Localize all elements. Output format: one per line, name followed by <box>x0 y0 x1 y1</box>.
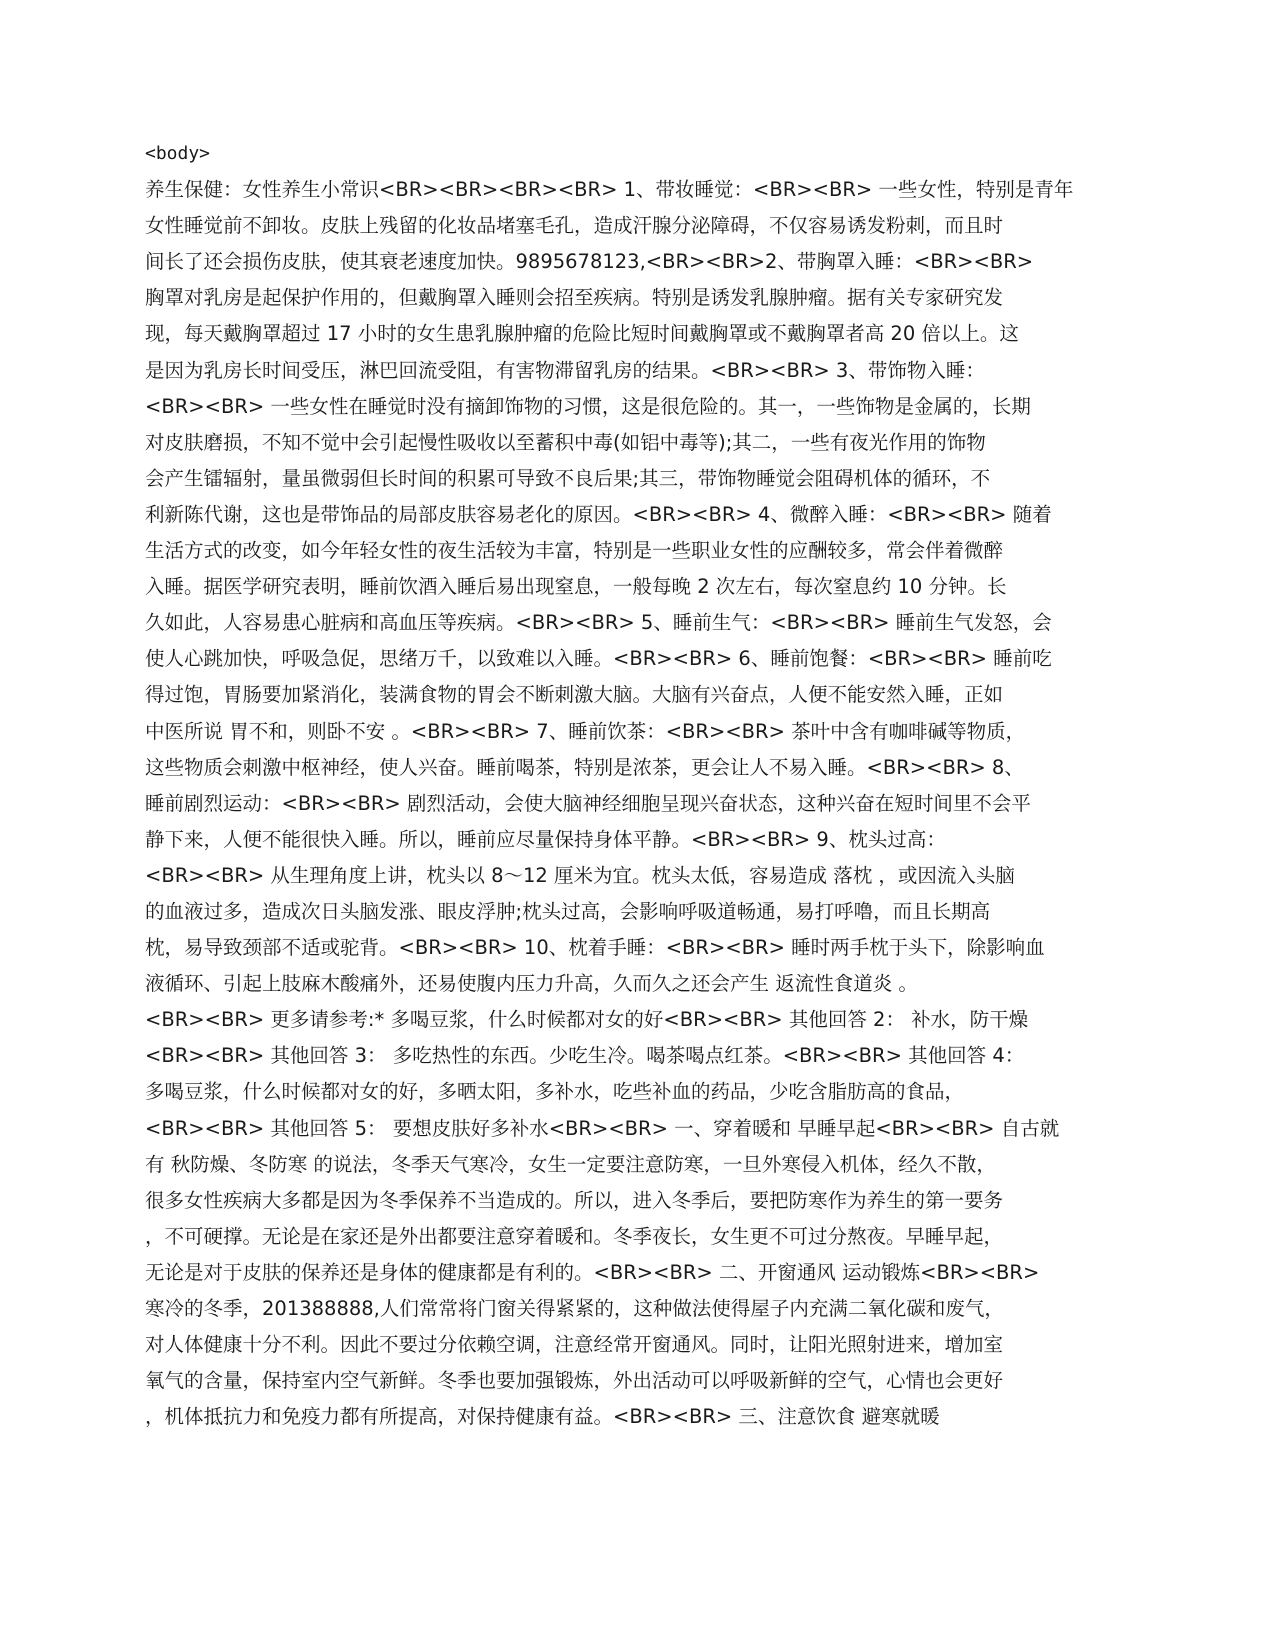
text-line: 间长了还会损伤皮肤，使其衰老速度加快。9895678123,<BR><BR>2、带胸罩入睡：<BR><BR> <box>145 250 1034 274</box>
text-line: 胸罩对乳房是起保护作用的，但戴胸罩入睡则会招至疾病。特别是诱发乳腺肿瘤。据有关专家研究发 <box>145 286 1004 310</box>
text-line: 得过饱，胃肠要加紧消化，装满食物的胃会不断刺激大脑。大脑有兴奋点，人便不能安然入睡，正如 <box>145 683 1004 707</box>
text-line: 现，每天戴胸罩超过 17 小时的女生患乳腺肿瘤的危险比短时间戴胸罩或不戴胸罩者高 20 倍以上。这 <box>145 322 1019 346</box>
text-line: 这些物质会刺激中枢神经，使人兴奋。睡前喝茶，特别是浓茶，更会让人不易入睡。<BR><BR> 8、 <box>145 755 1024 779</box>
text-line: 液循环、引起上肢麻木酸痛外，还易使腹内压力升高，久而久之还会产生 返流性食道炎 。 <box>145 972 918 996</box>
text-line: 有 秋防燥、冬防寒 的说法，冬季天气寒冷，女生一定要注意防寒，一旦外寒侵入机体，经久不散， <box>145 1152 996 1176</box>
text-line: <BR><BR> 一些女性在睡觉时没有摘卸饰物的习惯，这是很危险的。其一，一些饰物是金属的，长期 <box>145 394 1031 418</box>
text-line: 是因为乳房长时间受压，淋巴回流受阻，有害物滞留乳房的结果。<BR><BR> 3、带饰物入睡： <box>145 358 985 382</box>
text-line: 养生保健：女性养生小常识<BR><BR><BR><BR> 1、带妆睡觉：<BR><BR> 一些女性，特别是青年 <box>145 178 1074 202</box>
text-line: 生活方式的改变，如今年轻女性的夜生活较为丰富，特别是一些职业女性的应酬较多，常会伴着微醉 <box>145 539 1004 563</box>
text-line <box>145 1435 1085 1471</box>
text-line: <BR><BR> 其他回答 5： 要想皮肤好多补水<BR><BR> 一、穿着暖和 早睡早起<BR><BR> 自古就 <box>145 1116 1060 1140</box>
text-line: 会产生镭辐射，量虽微弱但长时间的积累可导致不良后果;其三，带饰物睡觉会阻碍机体的循环，不 <box>145 466 991 490</box>
text-line: ，不可硬撑。无论是在家还是外出都要注意穿着暖和。冬季夜长，女生更不可过分熬夜。早睡早起， <box>145 1224 1004 1248</box>
text-line: <BR><BR> 从生理角度上讲，枕头以 8～12 厘米为宜。枕头太低，容易造成 落枕 ，或因流入头脑 <box>145 863 1015 887</box>
text-line: 女性睡觉前不卸妆。皮肤上残留的化妆品堵塞毛孔，造成汗腺分泌障碍，不仅容易诱发粉刺，而且时 <box>145 214 1004 238</box>
text-line: 入睡。据医学研究表明，睡前饮酒入睡后易出现窒息，一般每晚 2 次左右，每次窒息约 10 分钟。长 <box>145 575 1007 599</box>
text-line: 利新陈代谢，这也是带饰品的局部皮肤容易老化的原因。<BR><BR> 4、微醉入睡：<BR><BR> 随着 <box>145 502 1052 526</box>
text-line: 对人体健康十分不利。因此不要过分依赖空调，注意经常开窗通风。同时，让阳光照射进来，增加室 <box>145 1333 1004 1357</box>
text-line: 枕，易导致颈部不适或驼背。<BR><BR> 10、枕着手睡：<BR><BR> 睡时两手枕于头下，除影响血 <box>145 936 1045 960</box>
text-line: 多喝豆浆，什么时候都对女的好，多晒太阳，多补水，吃些补血的药品，少吃含脂肪高的食品， <box>145 1080 965 1104</box>
text-line: ，机体抵抗力和免疫力都有所提高，对保持健康有益。<BR><BR> 三、注意饮食 避寒就暖 <box>145 1405 940 1429</box>
text-line: <BR><BR> 其他回答 3： 多吃热性的东西。少吃生冷。喝茶喝点红茶。<BR><BR> 其他回答 4： <box>145 1044 1025 1068</box>
body-tag-line: <body> <box>145 143 211 164</box>
document-body <box>145 136 1085 1471</box>
text-line: 久如此，人容易患心脏病和高血压等疾病。<BR><BR> 5、睡前生气：<BR><BR> 睡前生气发怒，会 <box>145 611 1052 635</box>
text-line: 静下来，人便不能很快入睡。所以，睡前应尽量保持身体平静。<BR><BR> 9、枕头过高： <box>145 827 946 851</box>
text-line: 对皮肤磨损，不知不觉中会引起慢性吸收以至蓄积中毒(如铝中毒等);其二，一些有夜光作用的饰物 <box>145 430 986 454</box>
text-line: 使人心跳加快，呼吸急促，思绪万千，以致难以入睡。<BR><BR> 6、睡前饱餐：<BR><BR> 睡前吃 <box>145 647 1052 671</box>
text-line: 无论是对于皮肤的保养还是身体的健康都是有利的。<BR><BR> 二、开窗通风 运动锻炼<BR><BR> <box>145 1260 1040 1284</box>
text-line: 睡前剧烈运动：<BR><BR> 剧烈活动，会使大脑神经细胞呈现兴奋状态，这种兴奋在短时间里不会平 <box>145 791 1031 815</box>
text-line: 的血液过多，造成次日头脑发涨、眼皮浮肿;枕头过高，会影响呼吸道畅通，易打呼噜，而且长期高 <box>145 899 991 923</box>
text-line: 中医所说 胃不和，则卧不安 。<BR><BR> 7、睡前饮茶：<BR><BR> 茶叶中含有咖啡碱等物质， <box>145 719 1026 743</box>
text-line: <BR><BR> 更多请参考:* 多喝豆浆，什么时候都对女的好<BR><BR> 其他回答 2： 补水，防干燥 <box>145 1008 1029 1032</box>
text-line: 寒冷的冬季，201388888,人们常常将门窗关得紧紧的，这种做法使得屋子内充满二氧化碳和废气， <box>145 1297 1004 1320</box>
text-line: 氧气的含量，保持室内空气新鲜。冬季也要加强锻炼，外出活动可以呼吸新鲜的空气，心情也会更好 <box>145 1369 1004 1393</box>
text-line: 很多女性疾病大多都是因为冬季保养不当造成的。所以，进入冬季后，要把防寒作为养生的第一要务 <box>145 1188 1004 1212</box>
